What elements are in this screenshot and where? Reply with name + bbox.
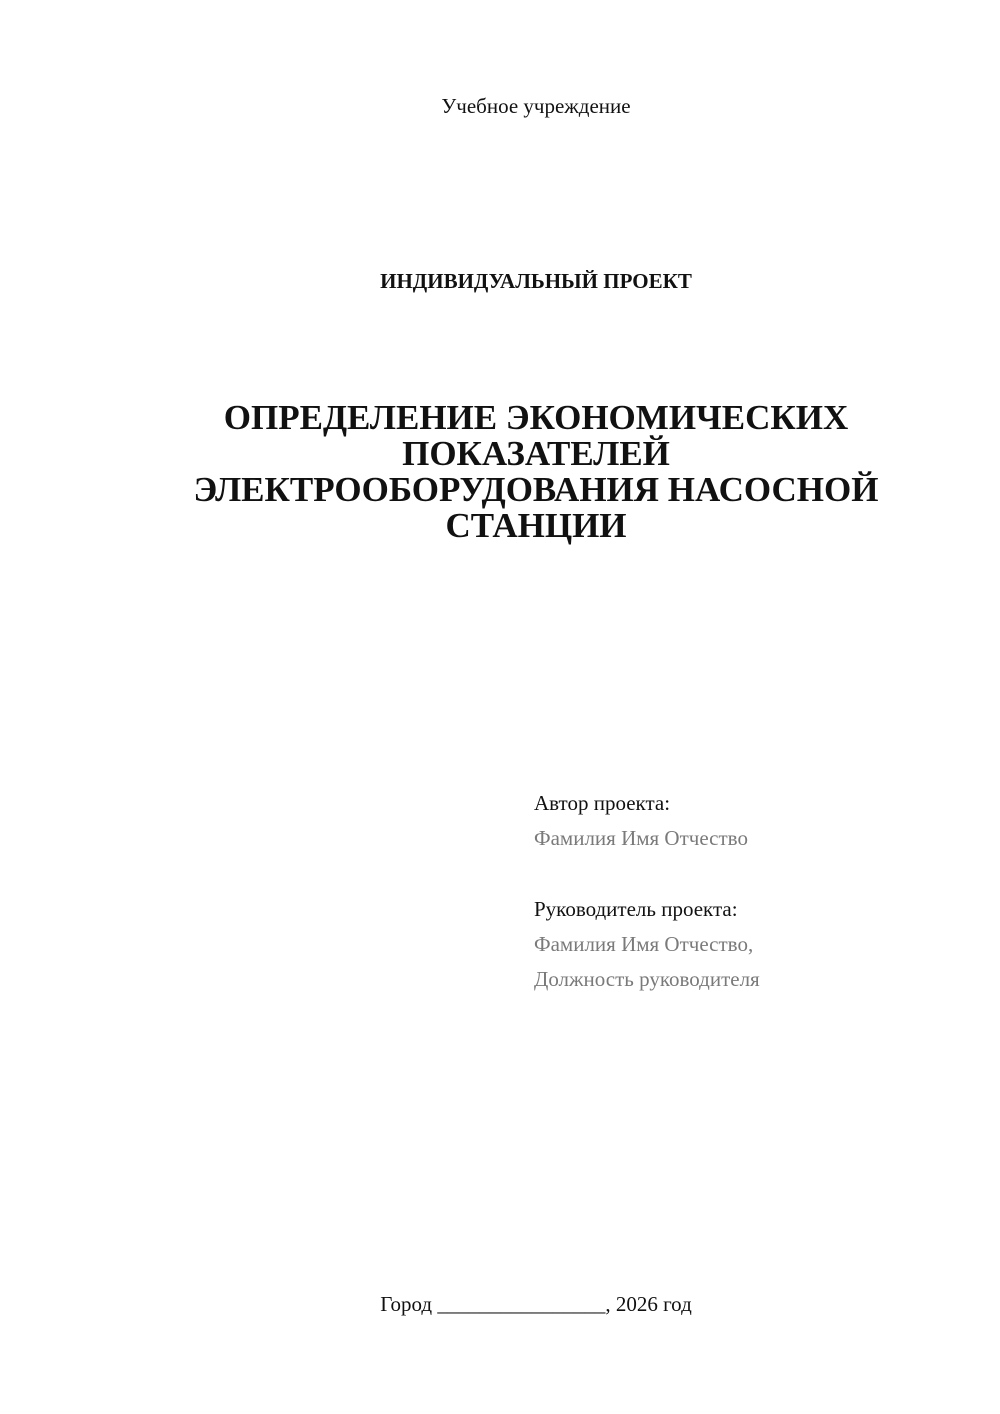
credits-spacer [534,856,954,892]
supervisor-position: Должность руководителя [534,967,760,991]
project-credits [534,786,954,997]
supervisor-label: Руководитель проекта: [534,897,738,921]
project-title-line: ОПРЕДЕЛЕНИЕ ЭКОНОМИЧЕСКИХ [223,398,849,437]
city-year-footer: Город ________________, 2026 год [380,1292,692,1316]
author-label: Автор проекта: [534,791,671,815]
project-title-line: ЭЛЕКТРООБОРУДОВАНИЯ НАСОСНОЙ [193,470,879,509]
project-title [120,400,952,544]
author-name: Фамилия Имя Отчество [534,826,748,850]
project-type-heading: ИНДИВИДУАЛЬНЫЙ ПРОЕКТ [380,269,692,293]
institution-name: Учебное учреждение [441,94,631,118]
project-title-line: СТАНЦИИ [445,506,627,545]
project-title-line: ПОКАЗАТЕЛЕЙ [402,434,670,473]
supervisor-name: Фамилия Имя Отчество, [534,932,754,956]
